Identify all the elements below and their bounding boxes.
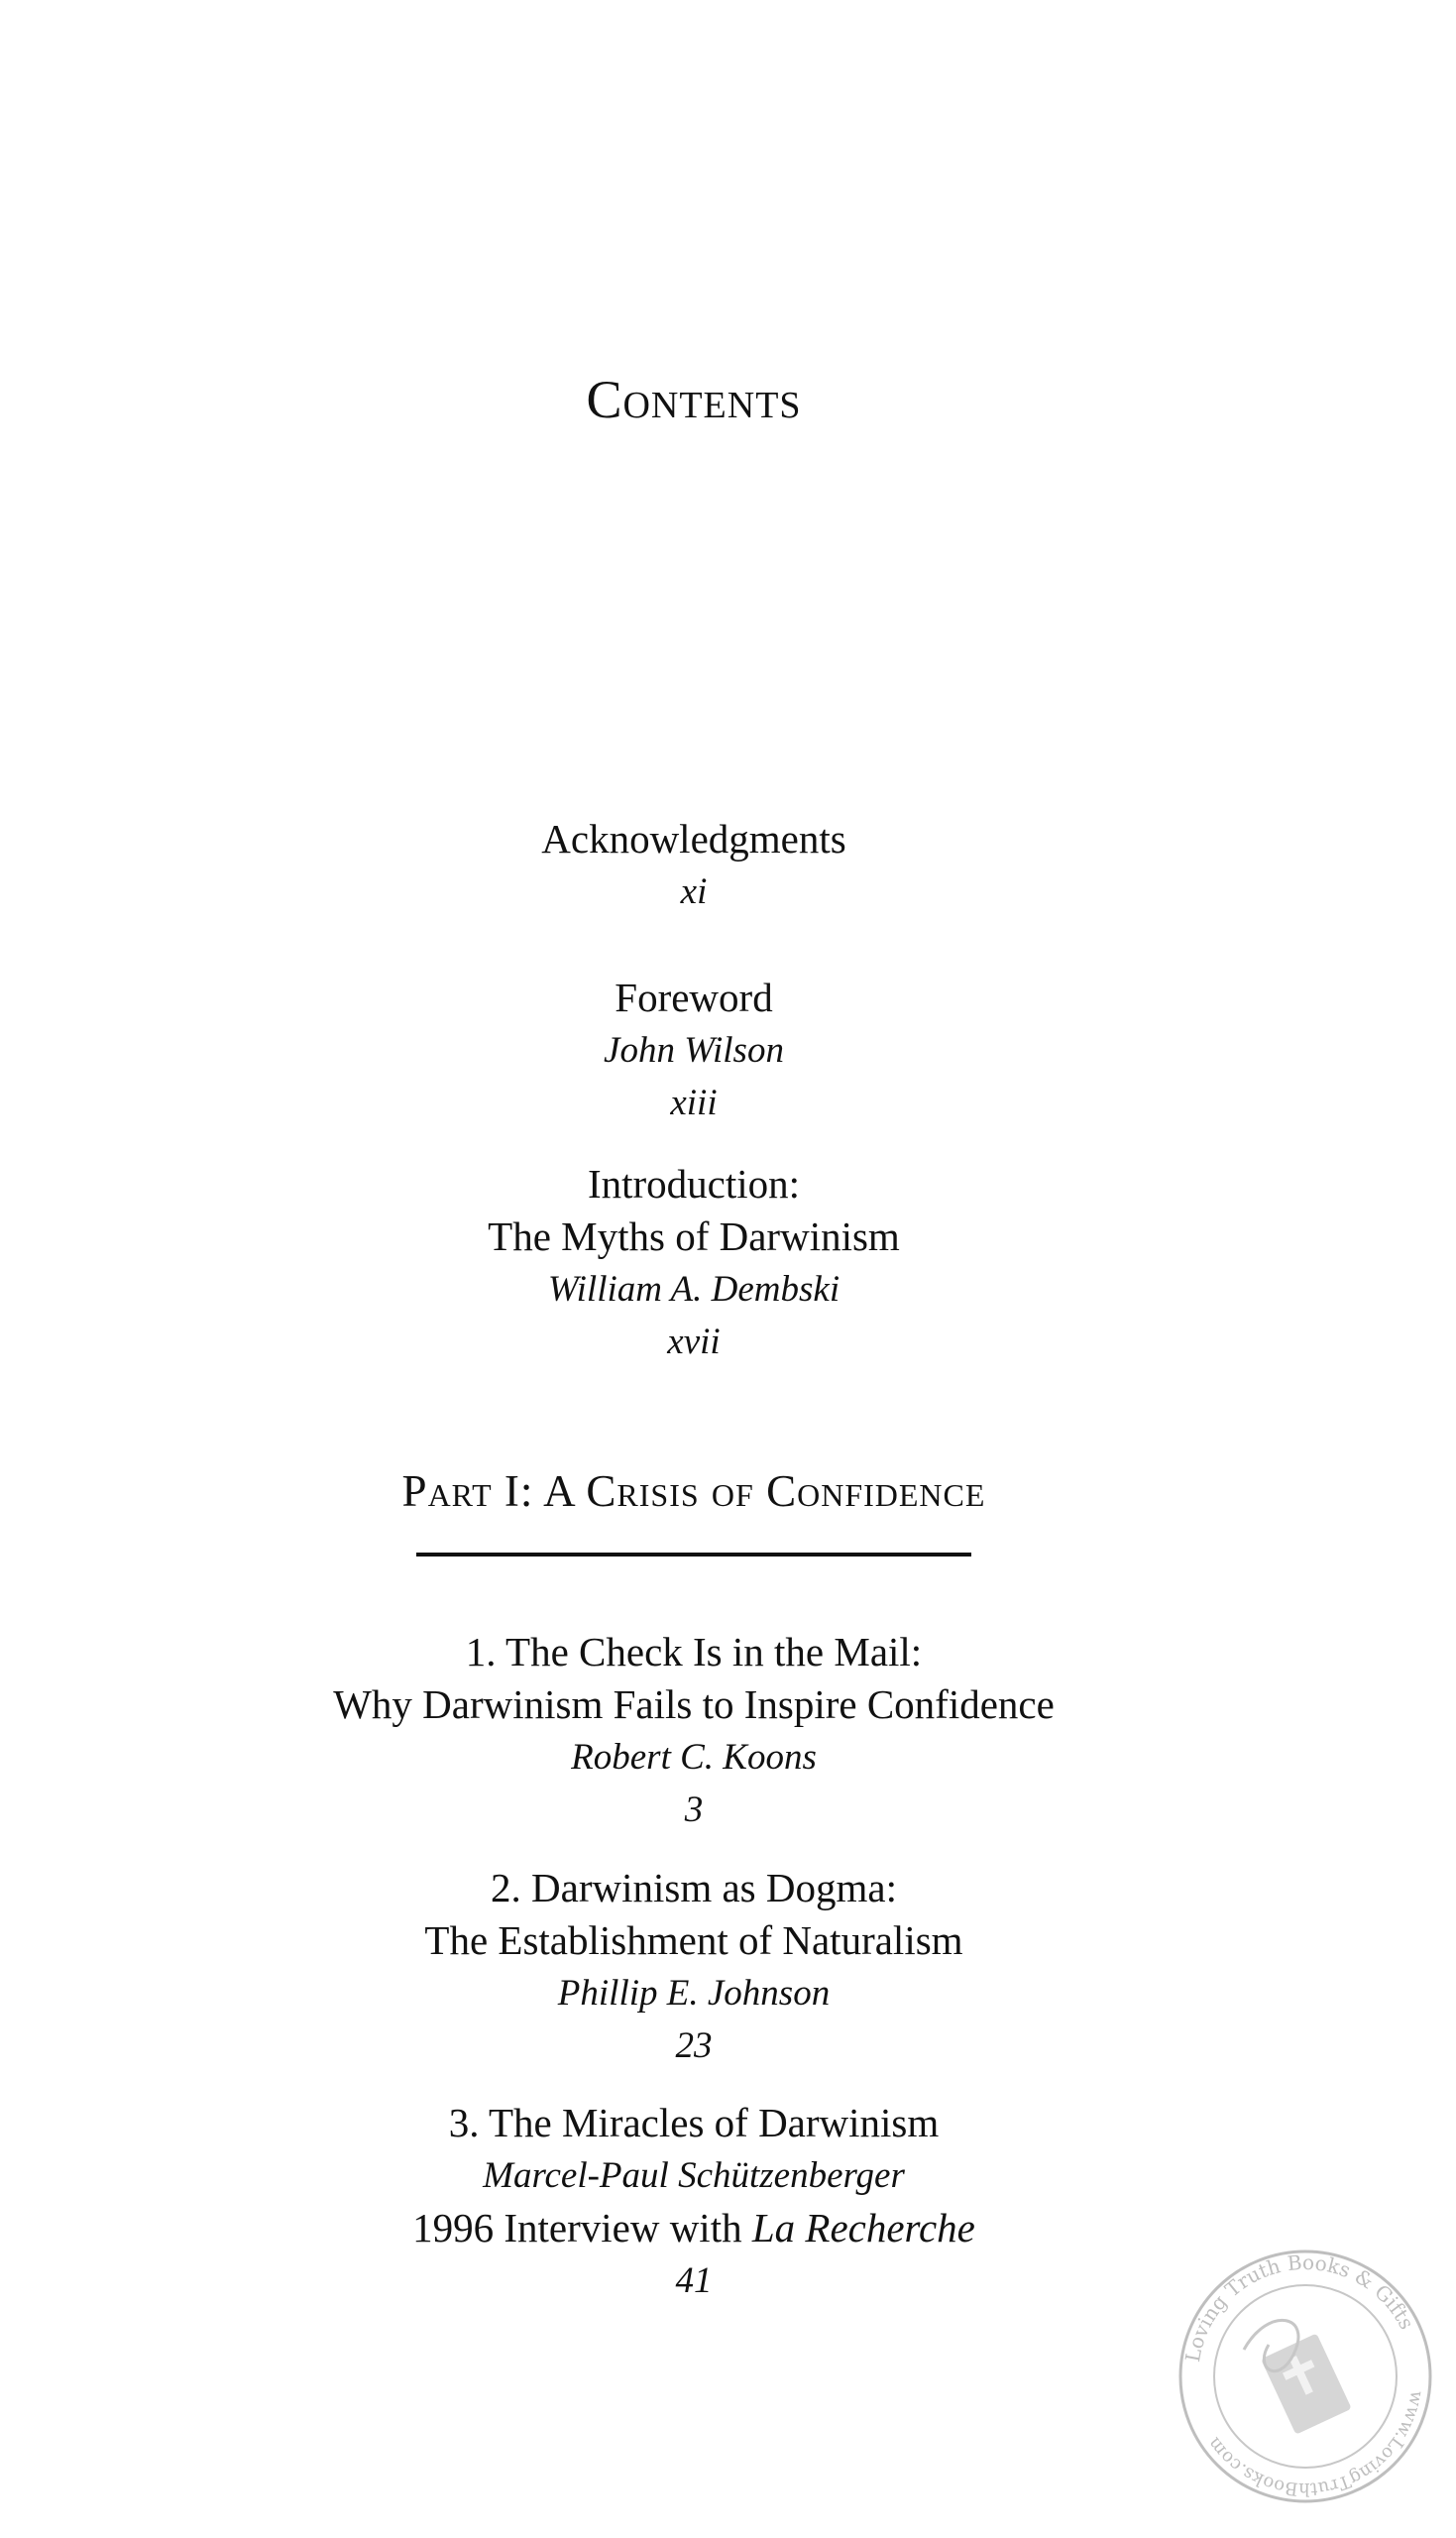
entry-title: Acknowledgments [541,816,846,862]
toc-entry-acknowledgments[interactable] [0,813,1388,918]
entry-title: Foreword [615,975,773,1020]
entry-page: 3 [684,1789,704,1830]
toc-entry-introduction[interactable] [0,1158,1388,1368]
entry-page: xi [680,871,708,912]
entry-title-line-1: 1. The Check Is in the Mail: [465,1629,923,1674]
entry-author: William A. Dembski [547,1269,840,1310]
entry-author: Marcel-Paul Schützenberger [483,2155,905,2196]
stamp-text-side: www.LovingTruthBooks.com [1203,2388,1428,2500]
entry-title-line-2: The Myths of Darwinism [488,1213,900,1259]
entry-author: Phillip E. Johnson [557,1973,831,2014]
contents-title: Contents [586,370,802,429]
entry-title-line-2: The Establishment of Naturalism [424,1917,963,1963]
entry-page: 23 [675,2025,713,2066]
entry-title: 3. The Miracles of Darwinism [448,2100,940,2145]
entry-note-publication: La Recherche [751,2205,975,2250]
part-heading: Part I: A Crisis of Confidence [401,1466,986,1516]
entry-page: xvii [667,1322,721,1362]
toc-entry-chapter-2[interactable] [0,1862,1388,2072]
toc-entry-chapter-1[interactable] [0,1626,1388,1836]
entry-page: 41 [675,2260,713,2301]
entry-page: xiii [670,1083,718,1123]
entry-title-line-2: Why Darwinism Fails to Inspire Confidence [333,1681,1055,1727]
entry-note-prefix: 1996 Interview with [412,2205,752,2250]
entry-author: John Wilson [604,1030,784,1071]
entry-title-line-1: 2. Darwinism as Dogma: [491,1865,897,1910]
bookseller-stamp-icon [1175,2246,1437,2508]
part-divider-rule [416,1553,971,1557]
entry-author: Robert C. Koons [571,1737,817,1778]
stamp-text-top: Loving Truth Books & Gifts [1179,2250,1419,2365]
entry-title-line-1: Introduction: [587,1161,801,1207]
toc-entry-foreword[interactable] [0,972,1388,1129]
